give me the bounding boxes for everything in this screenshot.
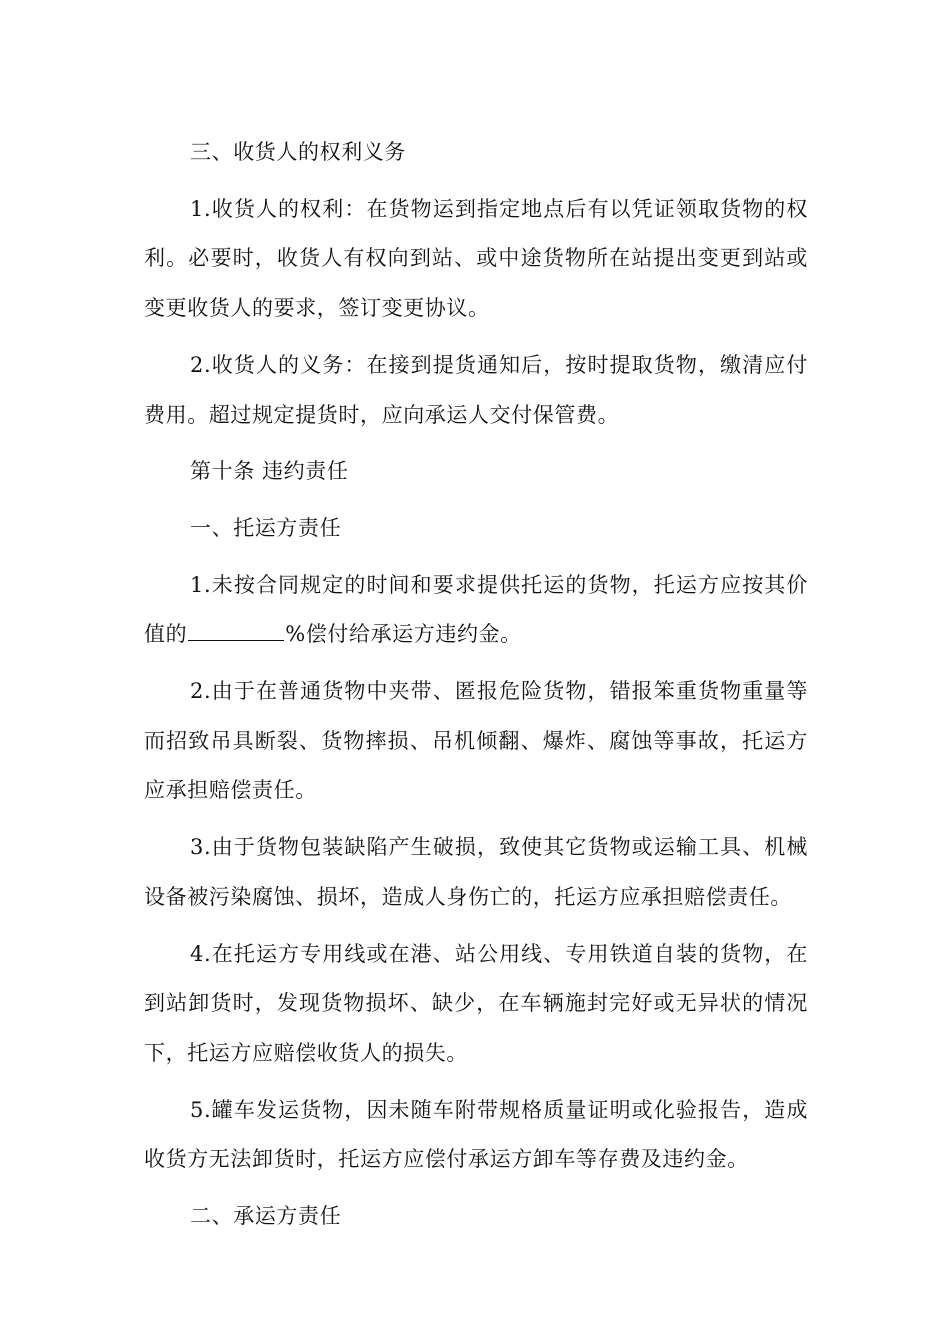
section-heading-shipper-liability: 一、托运方责任 [190, 515, 342, 540]
paragraph-text-before-blank: 1.未按合同规定的时间和要求提供托运的货物，托运方应按其价值的 [144, 572, 808, 647]
section-heading-carrier-liability: 二、承运方责任 [190, 1204, 342, 1229]
paragraph-shipper-liability-3: 3.由于货物包装缺陷产生破损，致使其它货物或运输工具、机械设备被污染腐蚀、损坏，造成人身伤亡的，托运方应承担赔偿责任。 [144, 835, 808, 909]
paragraph-consignee-obligations: 2.收货人的义务：在接到提货通知后，按时提取货物，缴清应付费用。超过规定提货时，应向承运人交付保管费。 [144, 352, 808, 427]
paragraph-shipper-liability-2: 2.由于在普通货物中夹带、匿报危险货物，错报笨重货物重量等而招致吊具断裂、货物摔损、吊机倾翻、爆炸、腐蚀等事故，托运方应承担赔偿责任。 [144, 679, 808, 803]
article-heading-liability: 第十条 违约责任 [190, 459, 349, 484]
paragraph-consignee-rights: 1.收货人的权利：在货物运到指定地点后有以凭证领取货物的权利。必要时，收货人有权向到站、或中途货物所在站提出变更到站或变更收货人的要求，签订变更协议。 [144, 196, 808, 321]
paragraph-shipper-liability-4: 4.在托运方专用线或在港、站公用线、专用铁道自装的货物，在到站卸货时，发现货物损坏、缺少，在车辆施封完好或无异状的情况下，托运方应赔偿收货人的损失。 [144, 941, 808, 1065]
document-page [144, 128, 808, 1249]
section-heading-consignee-rights: 三、收货人的权利义务 [190, 140, 406, 164]
fill-in-blank [188, 639, 284, 641]
paragraph-shipper-liability-5: 5.罐车发运货物，因未随车附带规格质量证明或化验报告，造成收货方无法卸货时，托运方应偿付承运方卸车等存费及违约金。 [144, 1097, 808, 1172]
paragraph-shipper-liability-1 [144, 561, 808, 660]
paragraph-text-after-blank: %偿付给承运方违约金。 [285, 622, 522, 647]
